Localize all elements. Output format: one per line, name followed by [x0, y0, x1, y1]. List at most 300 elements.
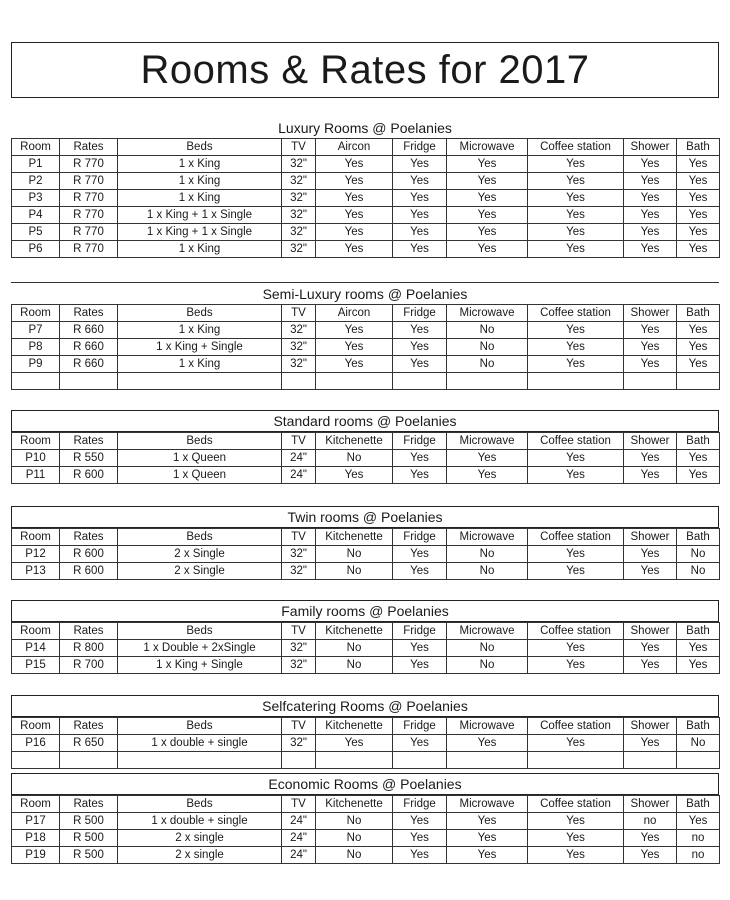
- table-row: [12, 450, 720, 467]
- empty-row: [12, 373, 720, 390]
- table-cell: Yes: [393, 224, 447, 241]
- column-header: Beds: [118, 139, 282, 156]
- table-cell: Yes: [316, 224, 393, 241]
- table-cell: Yes: [393, 467, 447, 484]
- table-cell: Yes: [447, 735, 528, 752]
- section-title: Selfcatering Rooms @ Poelanies: [11, 695, 719, 717]
- table-cell: 2 x Single: [118, 546, 282, 563]
- table-row: [12, 173, 720, 190]
- column-header: Shower: [624, 305, 677, 322]
- table-cell: Yes: [316, 173, 393, 190]
- table-cell: [118, 373, 282, 390]
- column-header: Bath: [677, 305, 720, 322]
- table-cell: Yes: [528, 224, 624, 241]
- table-cell: Yes: [677, 241, 720, 258]
- table-header-row: [12, 433, 720, 450]
- table-cell: Yes: [393, 173, 447, 190]
- table-cell: R 770: [60, 173, 118, 190]
- table-cell: 32": [282, 640, 316, 657]
- table-cell: Yes: [624, 190, 677, 207]
- table-cell: Yes: [677, 322, 720, 339]
- column-header: Bath: [677, 623, 720, 640]
- table-cell: [528, 752, 624, 769]
- table-row: [12, 847, 720, 864]
- table-row: [12, 467, 720, 484]
- table-cell: Yes: [447, 207, 528, 224]
- table-cell: Yes: [316, 356, 393, 373]
- column-header: Room: [12, 623, 60, 640]
- table-row: [12, 207, 720, 224]
- table-cell: [60, 752, 118, 769]
- table-cell: R 500: [60, 847, 118, 864]
- column-header: Room: [12, 305, 60, 322]
- column-header: TV: [282, 796, 316, 813]
- section-family: [11, 600, 719, 674]
- table-cell: Yes: [393, 813, 447, 830]
- table-cell: P7: [12, 322, 60, 339]
- table-cell: Yes: [624, 735, 677, 752]
- column-header: TV: [282, 718, 316, 735]
- column-header: Beds: [118, 623, 282, 640]
- table-cell: Yes: [677, 657, 720, 674]
- table-cell: [624, 373, 677, 390]
- column-header: Rates: [60, 433, 118, 450]
- table-cell: Yes: [316, 190, 393, 207]
- section-title: Standard rooms @ Poelanies: [11, 410, 719, 432]
- column-header: TV: [282, 623, 316, 640]
- table-row: [12, 546, 720, 563]
- table-cell: 32": [282, 224, 316, 241]
- table-cell: Yes: [677, 339, 720, 356]
- table-cell: Yes: [528, 190, 624, 207]
- table-cell: No: [447, 640, 528, 657]
- table-header-row: [12, 718, 720, 735]
- table-cell: No: [447, 546, 528, 563]
- table-cell: Yes: [528, 207, 624, 224]
- column-header: Shower: [624, 433, 677, 450]
- table-cell: 24": [282, 813, 316, 830]
- column-header: Shower: [624, 139, 677, 156]
- column-header: Room: [12, 139, 60, 156]
- table-cell: Yes: [316, 735, 393, 752]
- table-cell: [447, 373, 528, 390]
- column-header: Rates: [60, 139, 118, 156]
- table-row: [12, 190, 720, 207]
- rates-table: [11, 432, 720, 484]
- column-header: TV: [282, 433, 316, 450]
- table-cell: Yes: [528, 830, 624, 847]
- table-cell: Yes: [447, 830, 528, 847]
- table-cell: Yes: [624, 173, 677, 190]
- table-cell: no: [677, 830, 720, 847]
- table-cell: Yes: [316, 156, 393, 173]
- table-cell: R 650: [60, 735, 118, 752]
- table-cell: Yes: [393, 339, 447, 356]
- column-header: Microwave: [447, 796, 528, 813]
- table-cell: 32": [282, 207, 316, 224]
- table-cell: P19: [12, 847, 60, 864]
- table-cell: P11: [12, 467, 60, 484]
- table-row: [12, 241, 720, 258]
- table-cell: Yes: [677, 356, 720, 373]
- table-cell: Yes: [528, 339, 624, 356]
- column-header: Beds: [118, 718, 282, 735]
- column-header: Beds: [118, 305, 282, 322]
- table-row: [12, 563, 720, 580]
- table-cell: P8: [12, 339, 60, 356]
- table-cell: 32": [282, 173, 316, 190]
- section-title: Family rooms @ Poelanies: [11, 600, 719, 622]
- table-cell: Yes: [447, 241, 528, 258]
- table-cell: Yes: [624, 224, 677, 241]
- table-cell: R 660: [60, 322, 118, 339]
- table-cell: no: [677, 847, 720, 864]
- table-cell: [624, 752, 677, 769]
- column-header: Coffee station: [528, 529, 624, 546]
- table-cell: No: [316, 657, 393, 674]
- table-cell: R 660: [60, 356, 118, 373]
- table-cell: R 600: [60, 467, 118, 484]
- table-cell: Yes: [677, 207, 720, 224]
- section-luxury: [11, 118, 719, 258]
- column-header: Beds: [118, 433, 282, 450]
- column-header: Fridge: [393, 305, 447, 322]
- table-row: [12, 224, 720, 241]
- table-row: [12, 735, 720, 752]
- column-header: Kitchenette: [316, 433, 393, 450]
- page-title: Rooms & Rates for 2017: [11, 42, 719, 98]
- table-cell: Yes: [447, 450, 528, 467]
- section-standard: [11, 410, 719, 484]
- table-cell: No: [447, 322, 528, 339]
- table-row: [12, 640, 720, 657]
- table-cell: 1 x double + single: [118, 813, 282, 830]
- table-header-row: [12, 139, 720, 156]
- table-cell: [316, 752, 393, 769]
- table-cell: Yes: [447, 847, 528, 864]
- table-cell: [12, 752, 60, 769]
- table-cell: Yes: [393, 847, 447, 864]
- table-cell: No: [316, 830, 393, 847]
- table-cell: No: [677, 546, 720, 563]
- table-cell: Yes: [624, 241, 677, 258]
- table-cell: 1 x Queen: [118, 467, 282, 484]
- table-cell: Yes: [447, 224, 528, 241]
- table-cell: Yes: [316, 322, 393, 339]
- table-cell: Yes: [528, 322, 624, 339]
- table-cell: Yes: [393, 830, 447, 847]
- section-title: Semi-Luxury rooms @ Poelanies: [262, 286, 468, 302]
- table-row: [12, 339, 720, 356]
- table-cell: [118, 752, 282, 769]
- column-header: Rates: [60, 623, 118, 640]
- column-header: Kitchenette: [316, 796, 393, 813]
- table-row: [12, 322, 720, 339]
- column-header: TV: [282, 139, 316, 156]
- rates-table: [11, 717, 720, 769]
- table-cell: 1 x King + 1 x Single: [118, 207, 282, 224]
- table-cell: 1 x King: [118, 173, 282, 190]
- table-cell: No: [316, 450, 393, 467]
- column-header: Coffee station: [528, 718, 624, 735]
- column-header: Bath: [677, 796, 720, 813]
- column-header: TV: [282, 305, 316, 322]
- table-cell: 32": [282, 657, 316, 674]
- section-economic: [11, 773, 719, 864]
- table-cell: R 700: [60, 657, 118, 674]
- table-cell: Yes: [677, 190, 720, 207]
- table-cell: P10: [12, 450, 60, 467]
- table-cell: 24": [282, 830, 316, 847]
- table-cell: R 770: [60, 207, 118, 224]
- table-cell: Yes: [447, 173, 528, 190]
- table-cell: No: [316, 546, 393, 563]
- table-row: [12, 156, 720, 173]
- table-cell: 1 x King: [118, 322, 282, 339]
- table-cell: No: [677, 735, 720, 752]
- table-cell: R 550: [60, 450, 118, 467]
- table-cell: Yes: [624, 156, 677, 173]
- table-cell: 1 x King: [118, 241, 282, 258]
- table-cell: P6: [12, 241, 60, 258]
- table-cell: R 500: [60, 830, 118, 847]
- table-cell: [393, 373, 447, 390]
- table-cell: 32": [282, 156, 316, 173]
- table-cell: No: [316, 847, 393, 864]
- column-header: Coffee station: [528, 623, 624, 640]
- table-cell: Yes: [624, 450, 677, 467]
- table-cell: Yes: [393, 356, 447, 373]
- table-cell: Yes: [316, 241, 393, 258]
- table-cell: 32": [282, 241, 316, 258]
- table-cell: 32": [282, 356, 316, 373]
- table-cell: Yes: [528, 735, 624, 752]
- column-header: Shower: [624, 623, 677, 640]
- table-cell: Yes: [624, 322, 677, 339]
- table-cell: [528, 373, 624, 390]
- table-row: [12, 356, 720, 373]
- table-row: [12, 657, 720, 674]
- table-cell: P15: [12, 657, 60, 674]
- table-cell: [447, 752, 528, 769]
- rates-table: [11, 528, 720, 580]
- table-cell: No: [316, 640, 393, 657]
- table-cell: Yes: [624, 657, 677, 674]
- column-header: Bath: [677, 529, 720, 546]
- table-cell: Yes: [624, 467, 677, 484]
- table-cell: Yes: [624, 546, 677, 563]
- section-title: Twin rooms @ Poelanies: [11, 506, 719, 528]
- table-cell: 1 x King: [118, 190, 282, 207]
- column-header: Microwave: [447, 305, 528, 322]
- table-cell: P5: [12, 224, 60, 241]
- table-cell: [282, 373, 316, 390]
- table-cell: Yes: [447, 156, 528, 173]
- table-cell: Yes: [528, 356, 624, 373]
- table-row: [12, 813, 720, 830]
- column-header: Microwave: [447, 529, 528, 546]
- table-cell: Yes: [447, 813, 528, 830]
- table-cell: P2: [12, 173, 60, 190]
- table-cell: Yes: [447, 190, 528, 207]
- column-header: Room: [12, 433, 60, 450]
- column-header: Microwave: [447, 623, 528, 640]
- table-cell: Yes: [528, 156, 624, 173]
- table-cell: 24": [282, 847, 316, 864]
- table-cell: R 600: [60, 563, 118, 580]
- column-header: Fridge: [393, 623, 447, 640]
- table-cell: Yes: [316, 467, 393, 484]
- table-cell: R 600: [60, 546, 118, 563]
- table-cell: No: [447, 339, 528, 356]
- table-cell: P14: [12, 640, 60, 657]
- table-cell: 1 x King: [118, 156, 282, 173]
- table-cell: Yes: [624, 356, 677, 373]
- table-cell: 1 x double + single: [118, 735, 282, 752]
- column-header: Bath: [677, 433, 720, 450]
- table-cell: [393, 752, 447, 769]
- table-cell: Yes: [528, 467, 624, 484]
- table-cell: no: [624, 813, 677, 830]
- table-cell: No: [316, 563, 393, 580]
- table-cell: 32": [282, 735, 316, 752]
- column-header: Bath: [677, 139, 720, 156]
- table-cell: Yes: [393, 241, 447, 258]
- table-cell: Yes: [447, 467, 528, 484]
- section-title: Economic Rooms @ Poelanies: [11, 773, 719, 795]
- column-header: Kitchenette: [316, 623, 393, 640]
- column-header: Shower: [624, 796, 677, 813]
- table-cell: P17: [12, 813, 60, 830]
- table-cell: Yes: [677, 467, 720, 484]
- table-row: [12, 830, 720, 847]
- table-cell: P4: [12, 207, 60, 224]
- table-cell: P16: [12, 735, 60, 752]
- table-cell: Yes: [393, 563, 447, 580]
- table-cell: [677, 752, 720, 769]
- table-cell: P18: [12, 830, 60, 847]
- column-header: Rates: [60, 718, 118, 735]
- table-header-row: [12, 796, 720, 813]
- table-cell: No: [677, 563, 720, 580]
- table-cell: Yes: [528, 563, 624, 580]
- rates-table: [11, 138, 720, 258]
- table-cell: No: [447, 563, 528, 580]
- table-cell: [677, 373, 720, 390]
- divider: [11, 282, 719, 283]
- column-header: Kitchenette: [316, 529, 393, 546]
- table-cell: 24": [282, 450, 316, 467]
- table-cell: Yes: [677, 156, 720, 173]
- table-cell: Yes: [393, 546, 447, 563]
- table-cell: P12: [12, 546, 60, 563]
- table-cell: Yes: [316, 207, 393, 224]
- column-header: Microwave: [447, 433, 528, 450]
- table-cell: Yes: [528, 241, 624, 258]
- column-header: Room: [12, 796, 60, 813]
- table-cell: No: [447, 356, 528, 373]
- table-cell: 1 x King + Single: [118, 339, 282, 356]
- column-header: Microwave: [447, 139, 528, 156]
- table-cell: 1 x King: [118, 356, 282, 373]
- table-cell: Yes: [677, 173, 720, 190]
- column-header: Bath: [677, 718, 720, 735]
- table-cell: [12, 373, 60, 390]
- table-cell: 32": [282, 339, 316, 356]
- column-header: Fridge: [393, 433, 447, 450]
- section-twin: [11, 506, 719, 580]
- table-cell: Yes: [677, 813, 720, 830]
- table-cell: 1 x King + Single: [118, 657, 282, 674]
- table-cell: 2 x single: [118, 830, 282, 847]
- column-header: Fridge: [393, 139, 447, 156]
- column-header: Shower: [624, 529, 677, 546]
- section-selfcatering: [11, 695, 719, 769]
- table-cell: R 800: [60, 640, 118, 657]
- table-cell: Yes: [528, 450, 624, 467]
- table-cell: Yes: [528, 640, 624, 657]
- table-cell: P13: [12, 563, 60, 580]
- empty-row: [12, 752, 720, 769]
- column-header: Aircon: [316, 305, 393, 322]
- table-cell: R 770: [60, 190, 118, 207]
- table-cell: Yes: [624, 339, 677, 356]
- table-cell: Yes: [393, 322, 447, 339]
- table-header-row: [12, 305, 720, 322]
- table-cell: 2 x Single: [118, 563, 282, 580]
- table-cell: [316, 373, 393, 390]
- column-header: Shower: [624, 718, 677, 735]
- rates-table: [11, 622, 720, 674]
- column-header: Beds: [118, 529, 282, 546]
- table-header-row: [12, 623, 720, 640]
- table-cell: Yes: [624, 830, 677, 847]
- table-cell: Yes: [393, 190, 447, 207]
- table-cell: Yes: [393, 735, 447, 752]
- table-cell: Yes: [316, 339, 393, 356]
- column-header: Kitchenette: [316, 718, 393, 735]
- table-cell: R 770: [60, 224, 118, 241]
- table-cell: Yes: [624, 207, 677, 224]
- column-header: Room: [12, 718, 60, 735]
- table-cell: R 660: [60, 339, 118, 356]
- table-cell: Yes: [528, 546, 624, 563]
- table-cell: Yes: [677, 640, 720, 657]
- table-cell: P3: [12, 190, 60, 207]
- table-cell: Yes: [393, 657, 447, 674]
- table-cell: 32": [282, 563, 316, 580]
- column-header: TV: [282, 529, 316, 546]
- table-cell: Yes: [624, 640, 677, 657]
- rates-table: [11, 304, 720, 390]
- table-cell: 32": [282, 546, 316, 563]
- table-cell: P9: [12, 356, 60, 373]
- table-cell: R 770: [60, 241, 118, 258]
- table-cell: P1: [12, 156, 60, 173]
- table-cell: Yes: [528, 657, 624, 674]
- column-header: Rates: [60, 305, 118, 322]
- table-cell: R 500: [60, 813, 118, 830]
- table-cell: Yes: [677, 224, 720, 241]
- table-cell: 24": [282, 467, 316, 484]
- table-cell: 1 x Double + 2xSingle: [118, 640, 282, 657]
- table-cell: Yes: [393, 640, 447, 657]
- table-cell: Yes: [624, 563, 677, 580]
- section-title: Luxury Rooms @ Poelanies: [278, 120, 452, 136]
- table-cell: [60, 373, 118, 390]
- table-cell: 32": [282, 190, 316, 207]
- table-cell: Yes: [393, 450, 447, 467]
